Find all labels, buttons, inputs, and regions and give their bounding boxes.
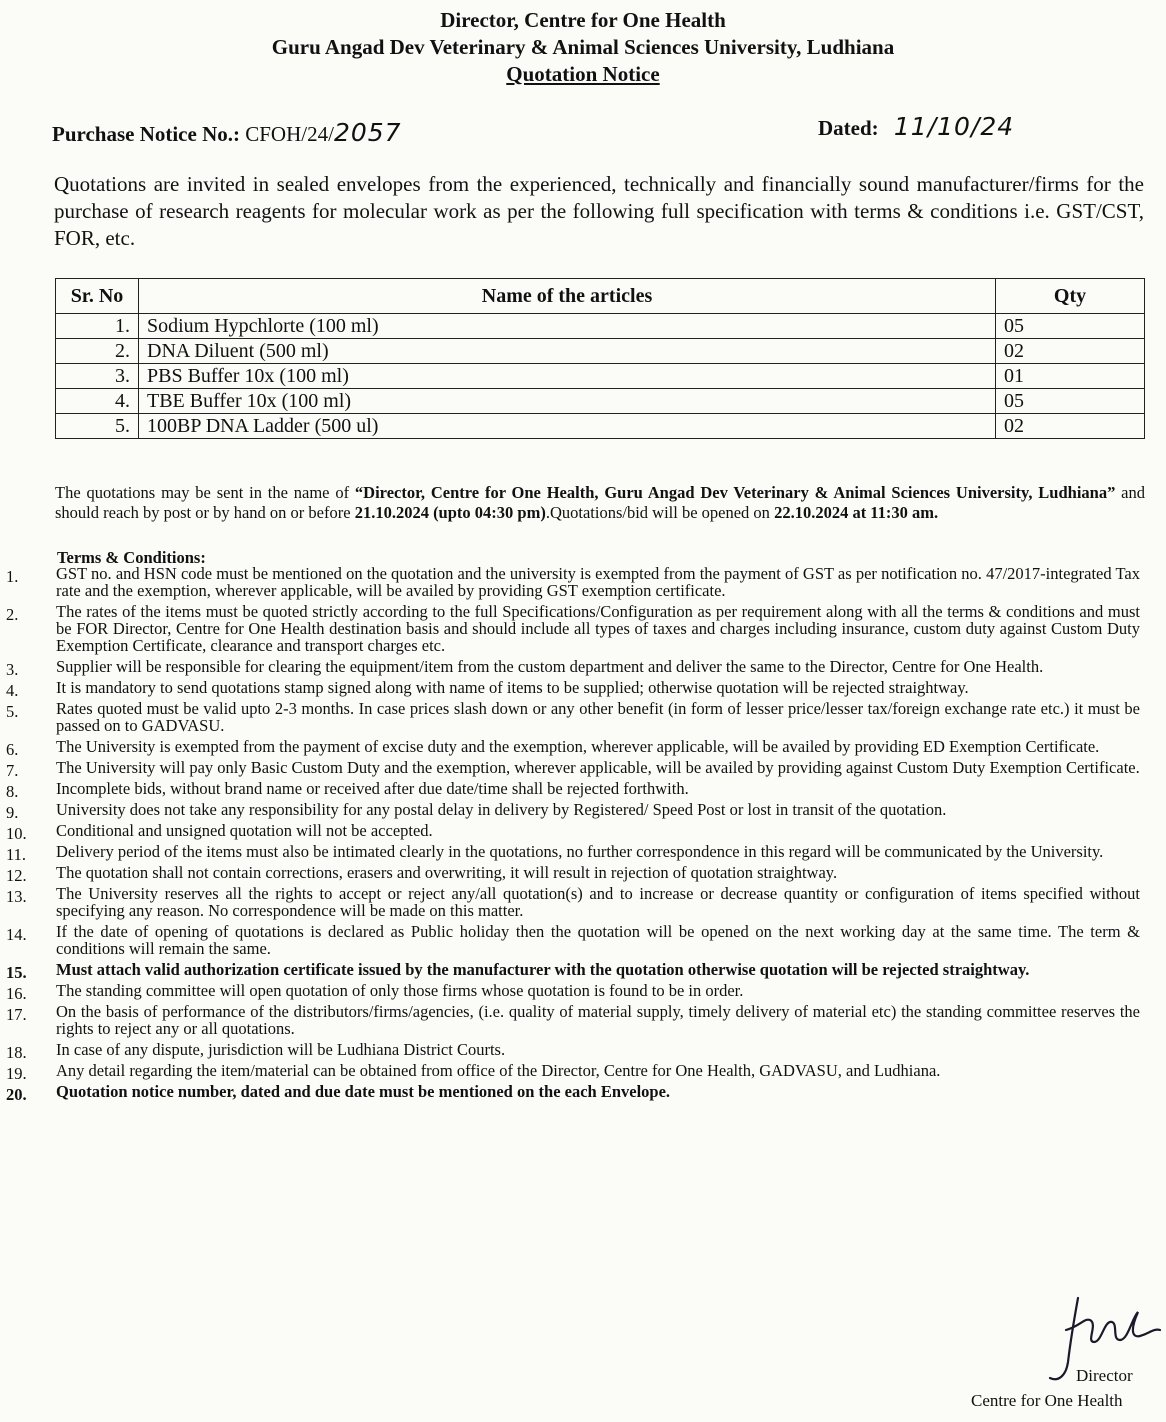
term-item bbox=[0, 885, 1140, 919]
submission-text-2: and should reach by post or by hand on or before bbox=[55, 483, 1145, 522]
term-text: On the basis of performance of the distributors/firms/agencies, (i.e. quality of material supply, timely delivery of material etc) the standing committee reserves the rights to reject any or all quotations. bbox=[56, 1002, 1140, 1038]
row-qty: 02 bbox=[996, 414, 1145, 439]
row-article: Sodium Hypchlorte (100 ml) bbox=[139, 314, 996, 339]
header-sr-no: Sr. No bbox=[56, 279, 139, 314]
row-qty: 05 bbox=[996, 389, 1145, 414]
header-article-name: Name of the articles bbox=[139, 279, 996, 314]
term-number: 9. bbox=[6, 803, 19, 822]
row-sr: 2. bbox=[56, 339, 139, 364]
row-article: TBE Buffer 10x (100 ml) bbox=[139, 389, 996, 414]
term-item bbox=[0, 960, 1140, 982]
row-article: PBS Buffer 10x (100 ml) bbox=[139, 364, 996, 389]
date-value: 11/10/24 bbox=[893, 112, 1015, 141]
notice-title-text: Quotation Notice bbox=[506, 62, 660, 86]
purchase-notice-prefix: CFOH/24/ bbox=[245, 122, 334, 146]
term-item bbox=[0, 779, 1140, 801]
term-item bbox=[0, 737, 1140, 759]
term-text: The University is exempted from the payment of excise duty and the exemption, wherever applicable, will be availed by providing ED Exemption Certificate. bbox=[56, 737, 1100, 756]
term-number: 3. bbox=[6, 660, 19, 679]
term-text: Rates quoted must be valid upto 2-3 months. In case prices slash down or any other benefit (in form of lesser price/lesser tax/foreign exchange rate etc.) it must be passed on to GADVASU. bbox=[56, 699, 1140, 735]
term-number: 19. bbox=[6, 1064, 27, 1083]
table-row bbox=[56, 314, 1145, 339]
term-number: 7. bbox=[6, 761, 19, 780]
row-sr: 3. bbox=[56, 364, 139, 389]
opening-date: 22.10.2024 at 11:30 am. bbox=[774, 503, 939, 522]
term-text: In case of any dispute, jurisdiction will be Ludhiana District Courts. bbox=[56, 1040, 506, 1059]
submission-deadline: 21.10.2024 (upto 04:30 pm) bbox=[354, 503, 546, 522]
notice-title bbox=[0, 60, 1166, 88]
term-number: 5. bbox=[6, 702, 19, 721]
office-title: Director, Centre for One Health bbox=[440, 8, 726, 32]
submission-text-1: The quotations may be sent in the name of bbox=[55, 483, 355, 502]
term-item bbox=[0, 1061, 1140, 1083]
submission-text-3: .Quotations/bid will be opened on bbox=[545, 503, 775, 522]
row-sr: 1. bbox=[56, 314, 139, 339]
term-item bbox=[0, 1040, 1140, 1062]
header-qty: Qty bbox=[996, 279, 1145, 314]
term-text: The University reserves all the rights to accept or reject any/all quotation(s) and to increase or decrease quantity or configuration of items specified without specifying any reason. No correspondence will be made on this matter. bbox=[56, 884, 1140, 920]
date-label: Dated: bbox=[818, 116, 879, 140]
term-text: Delivery period of the items must also be intimated clearly in the quotations, no further correspondence in this regard will be communicated by the University. bbox=[56, 842, 1104, 861]
term-number: 13. bbox=[6, 887, 27, 906]
term-number: 1. bbox=[6, 567, 19, 586]
term-item bbox=[0, 842, 1140, 864]
table-header-row bbox=[56, 279, 1145, 314]
term-text: Conditional and unsigned quotation will not be accepted. bbox=[56, 821, 433, 840]
term-item bbox=[0, 1003, 1140, 1037]
term-item bbox=[0, 678, 1140, 700]
university-title: Guru Angad Dev Veterinary & Animal Sciences University, Ludhiana bbox=[271, 35, 895, 59]
term-text: GST no. and HSN code must be mentioned on the quotation and the university is exempted from the payment of GST as per notification no. 47/2017-integrated Tax rate and the exemption, wherever applicable, will be availed by providing GST exemption certificate. bbox=[56, 564, 1140, 600]
term-item bbox=[0, 821, 1140, 843]
purchase-notice-number: 2057 bbox=[333, 118, 402, 147]
intro-paragraph: Quotations are invited in sealed envelopes from the experienced, technically and financially sound manufacturer/firms for the purchase of research reagents for molecular work as per the following full specification with terms & conditions i.e. GST/CST, FOR, etc. bbox=[54, 172, 1144, 250]
terms-title: Terms & Conditions: bbox=[57, 548, 206, 567]
signatory-org: Centre for One Health bbox=[971, 1391, 1123, 1410]
purchase-notice-label: Purchase Notice No.: bbox=[52, 122, 240, 146]
date-line bbox=[818, 112, 1014, 141]
term-number: 17. bbox=[6, 1005, 27, 1024]
term-text: Incomplete bids, without brand name or received after due date/time shall be rejected forthwith. bbox=[56, 779, 689, 798]
term-item bbox=[0, 863, 1140, 885]
row-article: DNA Diluent (500 ml) bbox=[139, 339, 996, 364]
term-text: Quotation notice number, dated and due date must be mentioned on the each Envelope. bbox=[56, 1082, 671, 1101]
row-sr: 5. bbox=[56, 414, 139, 439]
term-number: 14. bbox=[6, 925, 27, 944]
term-item bbox=[0, 565, 1140, 599]
term-text: Supplier will be responsible for clearing the equipment/item from the custom department and deliver the same to the Director, Centre for One Health. bbox=[56, 657, 1044, 676]
submission-addressee: “Director, Centre for One Health, Guru Angad Dev Veterinary & Animal Sciences University, Ludhiana” bbox=[354, 483, 1116, 502]
term-item bbox=[0, 800, 1140, 822]
table-row bbox=[56, 389, 1145, 414]
term-number: 20. bbox=[6, 1085, 27, 1104]
table-row bbox=[56, 364, 1145, 389]
term-text: The quotation shall not contain corrections, erasers and overwriting, it will result in rejection of quotation straightway. bbox=[56, 863, 838, 882]
term-text: The University will pay only Basic Custom Duty and the exemption, wherever applicable, will be availed by providing against Custom Duty Exemption Certificate. bbox=[56, 758, 1140, 777]
term-item bbox=[0, 1082, 1140, 1104]
term-text: University does not take any responsibility for any postal delay in delivery by Registered/ Speed Post or lost in transit of the quotation. bbox=[56, 800, 947, 819]
signature-block bbox=[960, 1290, 1160, 1420]
term-number: 2. bbox=[6, 605, 19, 624]
table-row bbox=[56, 339, 1145, 364]
term-item bbox=[0, 657, 1140, 679]
term-item bbox=[0, 700, 1140, 734]
term-number: 18. bbox=[6, 1043, 27, 1062]
term-number: 10. bbox=[6, 824, 27, 843]
purchase-notice-line bbox=[52, 118, 402, 147]
term-number: 15. bbox=[6, 963, 27, 982]
term-number: 16. bbox=[6, 984, 27, 1003]
row-qty: 05 bbox=[996, 314, 1145, 339]
articles-table bbox=[55, 278, 1145, 439]
term-number: 11. bbox=[6, 845, 27, 864]
submission-paragraph bbox=[55, 483, 1145, 523]
table-row bbox=[56, 414, 1145, 439]
term-item bbox=[0, 981, 1140, 1003]
term-text: The rates of the items must be quoted strictly according to the full Specifications/Configuration as per requirement along with all the terms & conditions and must be FOR Director, Centre for One Health destination basis and should include all types of taxes and charges including insurance, custom duty against Custom Duty Exemption Certificate, clearance and transport charges etc. bbox=[56, 602, 1140, 655]
row-qty: 02 bbox=[996, 339, 1145, 364]
term-item bbox=[0, 923, 1140, 957]
term-text: Any detail regarding the item/material can be obtained from office of the Director, Centre for One Health, GADVASU, and Ludhiana. bbox=[56, 1061, 941, 1080]
term-text: It is mandatory to send quotations stamp signed along with name of items to be supplied; otherwise quotation will be rejected straightway. bbox=[56, 678, 969, 697]
row-sr: 4. bbox=[56, 389, 139, 414]
term-text: Must attach valid authorization certificate issued by the manufacturer with the quotation otherwise quotation will be rejected straightway. bbox=[56, 960, 1030, 979]
term-item bbox=[0, 603, 1140, 654]
term-number: 4. bbox=[6, 681, 19, 700]
term-number: 6. bbox=[6, 740, 19, 759]
term-text: The standing committee will open quotation of only those firms whose quotation is found to be in order. bbox=[56, 981, 744, 1000]
term-number: 8. bbox=[6, 782, 19, 801]
terms-list bbox=[0, 565, 1166, 1104]
row-article: 100BP DNA Ladder (500 ul) bbox=[139, 414, 996, 439]
term-number: 12. bbox=[6, 866, 27, 885]
term-item bbox=[0, 758, 1140, 780]
term-text: If the date of opening of quotations is declared as Public holiday then the quotation will be opened on the next working day at the same time. The term & conditions will remain the same. bbox=[56, 922, 1140, 958]
row-qty: 01 bbox=[996, 364, 1145, 389]
signatory-title: Director bbox=[1076, 1366, 1133, 1385]
